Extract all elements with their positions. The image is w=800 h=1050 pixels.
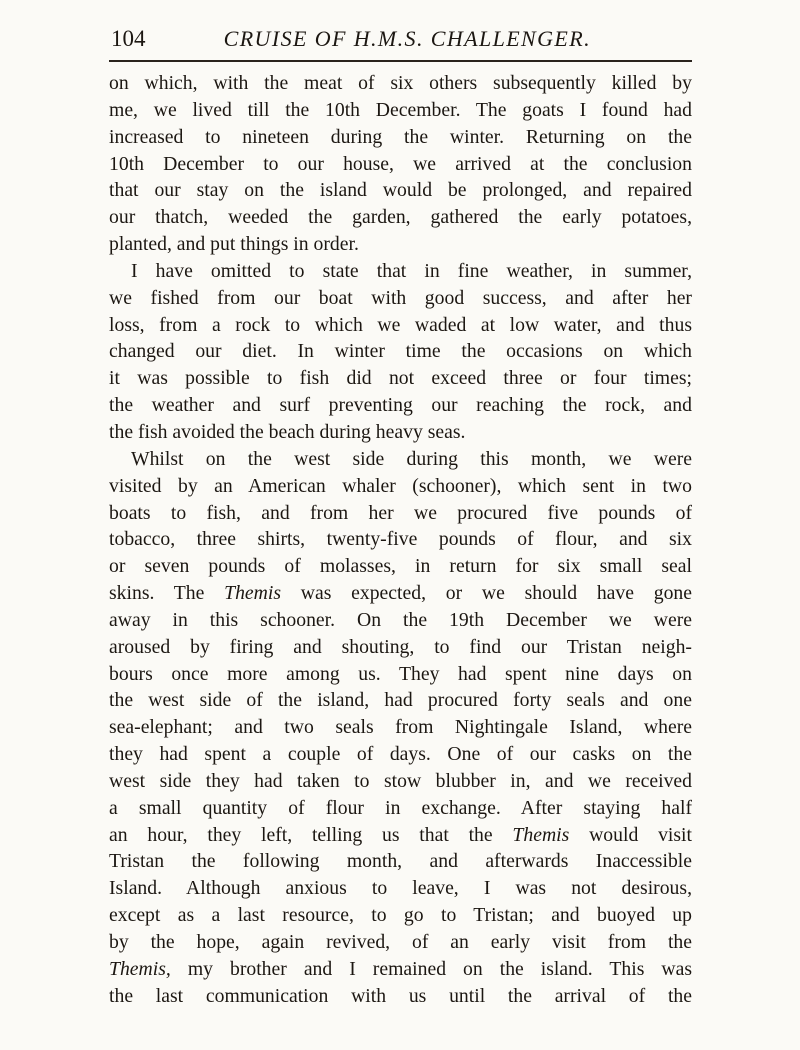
running-title: CRUISE OF H.M.S. CHALLENGER. bbox=[223, 26, 591, 51]
text-segment: my brother and I remained on the island. This was bbox=[170, 957, 692, 980]
text-line: Island. Although anxious to leave, I was not desirous, bbox=[109, 877, 692, 900]
text-line: boats to fish, and from her we procured five pounds of bbox=[109, 501, 692, 524]
text-line: we fished from our boat with good success, and after her bbox=[109, 286, 692, 309]
text-line bbox=[109, 580, 692, 607]
text-line: increased to nineteen during the winter. Returning on the bbox=[109, 125, 692, 148]
text-segment: skins. The bbox=[109, 582, 225, 605]
text-line: bours once more among us. They had spent nine days on bbox=[109, 662, 692, 685]
text-line: that our stay on the island would be prolonged, and repaired bbox=[109, 179, 692, 202]
text-line: the weather and surf preventing our reaching the rock, and bbox=[109, 394, 692, 417]
text-line: planted, and put things in order. bbox=[109, 233, 359, 256]
text-line: except as a last resource, to go to Tristan; and buoyed up bbox=[109, 904, 692, 927]
text-line: visited by an American whaler (schooner), which sent in two bbox=[109, 474, 692, 497]
header-rule bbox=[109, 60, 692, 62]
body-text bbox=[109, 70, 692, 1010]
ship-name: Themis, bbox=[109, 957, 171, 980]
text-line: loss, from a rock to which we waded at low water, and thus bbox=[109, 313, 692, 336]
text-line: Whilst on the west side during this month, we were bbox=[131, 447, 692, 470]
text-line: by the hope, again revived, of an early visit from the bbox=[109, 931, 692, 953]
text-line: aroused by firing and shouting, to find our Tristan neigh- bbox=[109, 635, 692, 658]
text-line: they had spent a couple of days. One of our casks on the bbox=[109, 743, 692, 766]
text-segment: an hour, they left, telling us that the bbox=[109, 823, 513, 846]
text-line: or seven pounds of molasses, in return for six small seal bbox=[109, 555, 692, 578]
text-line: a small quantity of flour in exchange. After staying half bbox=[109, 796, 692, 819]
page-number: 104 bbox=[111, 26, 146, 51]
text-segment: was expected, or we should have gone bbox=[281, 582, 692, 605]
ship-name: Themis bbox=[224, 582, 282, 605]
text-line: the fish avoided the beach during heavy seas. bbox=[109, 420, 466, 443]
page-header bbox=[111, 22, 691, 56]
text-line: 10th December to our house, we arrived at the conclusion bbox=[109, 152, 692, 175]
text-line: the last communication with us until the arrival of the bbox=[109, 984, 692, 1007]
text-line: away in this schooner. On the 19th December we were bbox=[109, 608, 692, 631]
text-line: I have omitted to state that in fine weather, in summer, bbox=[131, 259, 692, 282]
text-line: Tristan the following month, and afterwards Inaccessible bbox=[109, 850, 692, 873]
text-line: it was possible to fish did not exceed three or four times; bbox=[109, 367, 692, 390]
text-line: the west side of the island, had procured forty seals and one bbox=[109, 689, 692, 712]
text-line: west side they had taken to stow blubber in, and we received bbox=[109, 769, 692, 792]
text-line: sea-elephant; and two seals from Nightingale Island, where bbox=[109, 716, 692, 739]
text-line bbox=[109, 956, 692, 983]
text-line: our thatch, weeded the garden, gathered the early potatoes, bbox=[109, 206, 692, 229]
text-line bbox=[109, 822, 692, 849]
text-line: tobacco, three shirts, twenty-five pounds of flour, and six bbox=[109, 528, 692, 551]
text-line: on which, with the meat of six others subsequently killed by bbox=[109, 72, 692, 94]
ship-name: Themis bbox=[512, 823, 570, 846]
text-line: me, we lived till the 10th December. The goats I found had bbox=[109, 98, 692, 121]
text-line: changed our diet. In winter time the occasions on which bbox=[109, 340, 692, 363]
text-segment: would visit bbox=[569, 823, 692, 846]
